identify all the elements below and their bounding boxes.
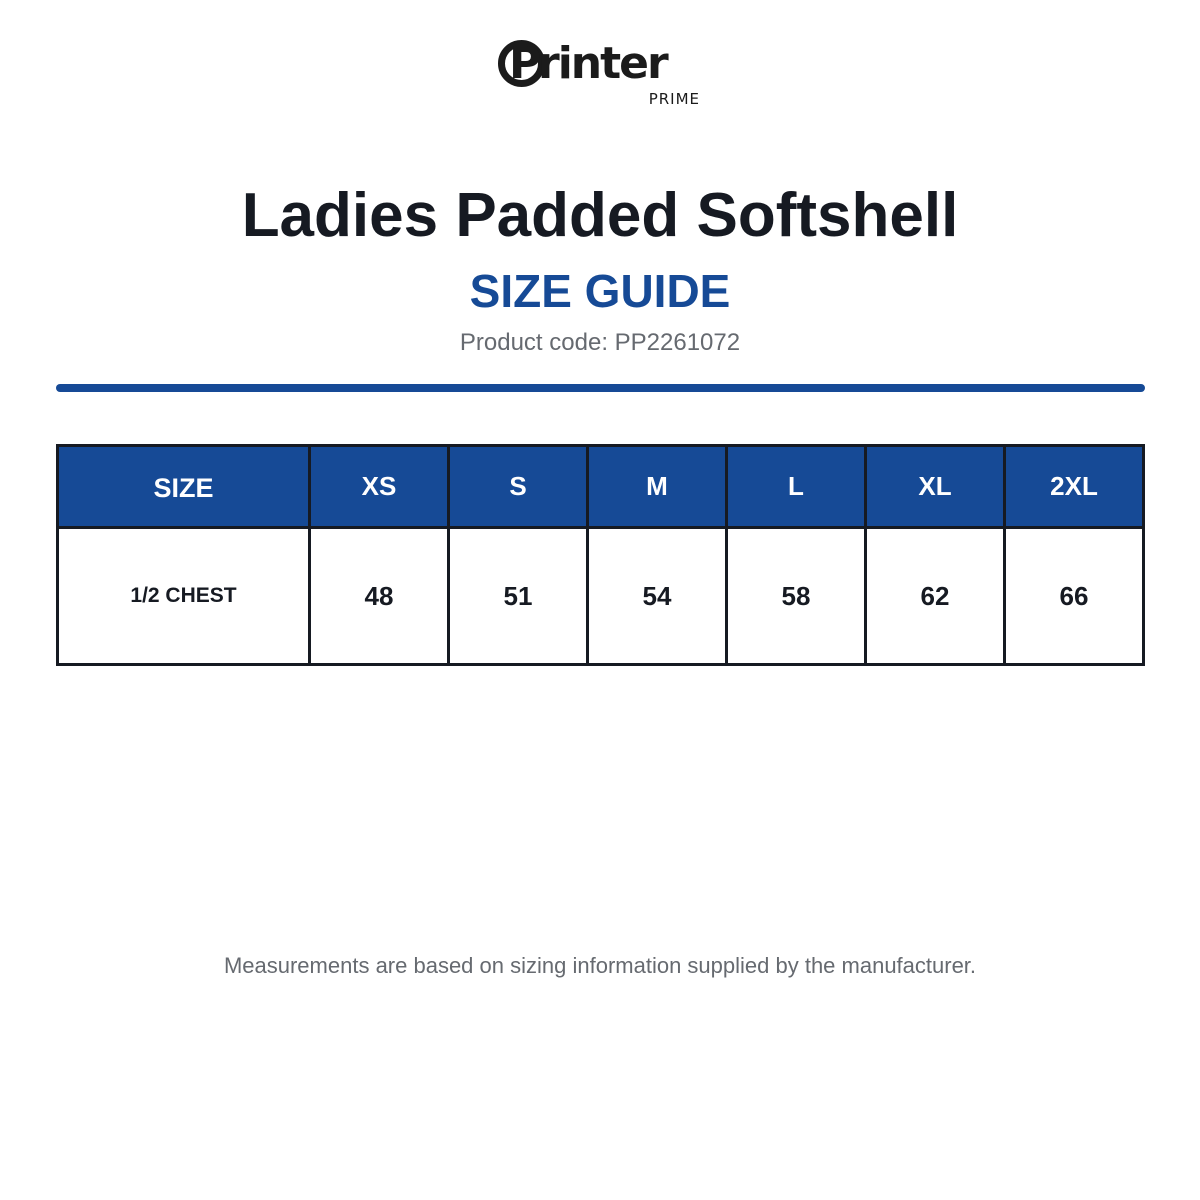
size-header-m: M xyxy=(588,446,727,528)
chest-value-l: 58 xyxy=(727,528,866,665)
logo-wordmark: rinter xyxy=(538,38,667,89)
size-header-xl: XL xyxy=(866,446,1005,528)
logo-letter-p: P xyxy=(509,38,540,89)
chest-value-2xl: 66 xyxy=(1005,528,1144,665)
chest-value-xs: 48 xyxy=(310,528,449,665)
size-header-2xl: 2XL xyxy=(1005,446,1144,528)
chest-value-xl: 62 xyxy=(866,528,1005,665)
chest-value-m: 54 xyxy=(588,528,727,665)
size-header-l: L xyxy=(727,446,866,528)
row-label-half-chest: 1/2 CHEST xyxy=(58,528,310,665)
size-header-label: SIZE xyxy=(58,446,310,528)
chest-value-s: 51 xyxy=(449,528,588,665)
size-header-row xyxy=(58,446,1144,528)
size-header-s: S xyxy=(449,446,588,528)
product-code: Product code: PP2261072 xyxy=(459,329,741,356)
table-row xyxy=(58,528,1144,665)
footnote: Measurements are based on sizing information supplied by the manufacturer. xyxy=(223,953,977,978)
size-header-xs: XS xyxy=(310,446,449,528)
page-subtitle: SIZE GUIDE xyxy=(469,265,731,317)
printer-prime-logo xyxy=(498,38,708,110)
divider-line xyxy=(56,384,1145,392)
size-table xyxy=(56,444,1145,666)
page-title: Ladies Padded Softshell xyxy=(241,181,959,250)
logo-subtext: PRIME xyxy=(648,90,700,108)
